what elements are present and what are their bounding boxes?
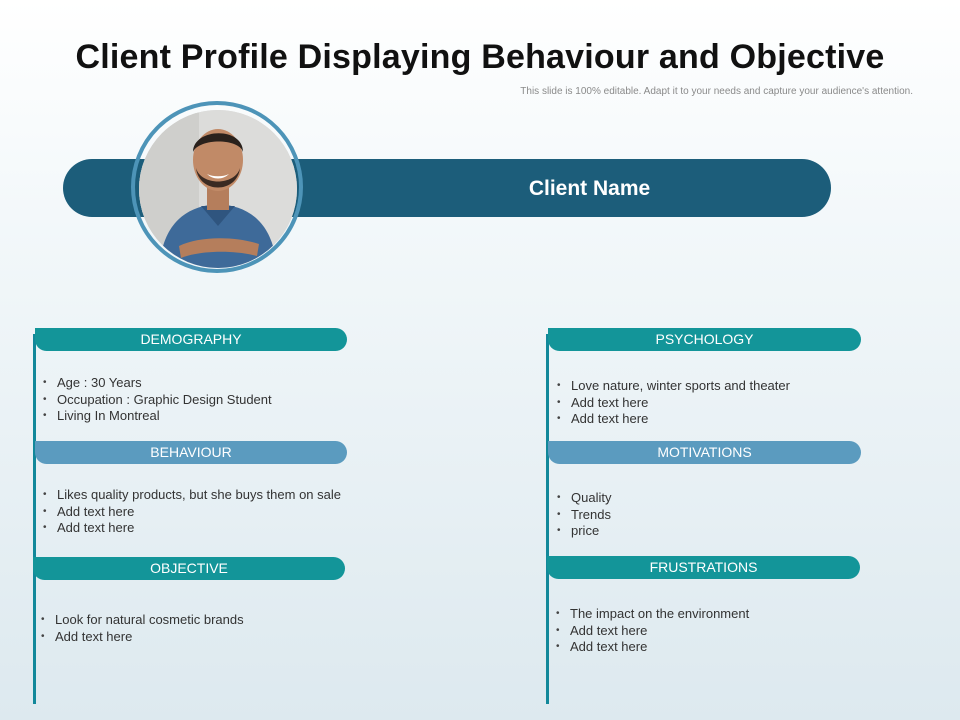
list-item: • Likes quality products, but she buys them on sale bbox=[43, 487, 383, 504]
person-photo-icon bbox=[139, 110, 297, 268]
demography-list bbox=[43, 375, 363, 425]
client-photo bbox=[139, 110, 297, 268]
list-item: • Quality bbox=[557, 490, 877, 507]
list-item: • Add text here bbox=[43, 504, 383, 521]
list-item: • Add text here bbox=[557, 395, 877, 412]
list-item: • The impact on the environment bbox=[556, 606, 876, 623]
frustrations-list bbox=[556, 606, 876, 656]
psychology-list bbox=[557, 378, 877, 428]
frustrations-header: FRUSTRATIONS bbox=[547, 556, 860, 579]
psychology-header: PSYCHOLOGY bbox=[548, 328, 861, 351]
list-item: • Add text here bbox=[557, 411, 877, 428]
client-name: Client Name bbox=[528, 177, 651, 200]
behaviour-header: BEHAVIOUR bbox=[35, 441, 347, 464]
list-item: • Add text here bbox=[41, 629, 361, 646]
list-item: • Age : 30 Years bbox=[43, 375, 363, 392]
page-subtitle: This slide is 100% editable. Adapt it to your needs and capture your audience's attention. bbox=[520, 86, 913, 97]
list-item: • Add text here bbox=[43, 520, 383, 537]
demography-header: DEMOGRAPHY bbox=[35, 328, 347, 351]
page-title: Client Profile Displaying Behaviour and Objective bbox=[75, 38, 885, 76]
motivations-list bbox=[557, 490, 877, 540]
objective-header: OBJECTIVE bbox=[33, 557, 345, 580]
left-timeline-line bbox=[33, 334, 36, 704]
list-item: • Living In Montreal bbox=[43, 408, 363, 425]
list-item: • Look for natural cosmetic brands bbox=[41, 612, 361, 629]
right-timeline-line bbox=[546, 334, 549, 704]
behaviour-list bbox=[43, 487, 383, 537]
list-item: • Occupation : Graphic Design Student bbox=[43, 392, 363, 409]
list-item: • Add text here bbox=[556, 623, 876, 640]
list-item: • Trends bbox=[557, 507, 877, 524]
motivations-header: MOTIVATIONS bbox=[548, 441, 861, 464]
list-item: • Love nature, winter sports and theater bbox=[557, 378, 877, 395]
objective-list bbox=[41, 612, 361, 645]
list-item: • price bbox=[557, 523, 877, 540]
list-item: • Add text here bbox=[556, 639, 876, 656]
